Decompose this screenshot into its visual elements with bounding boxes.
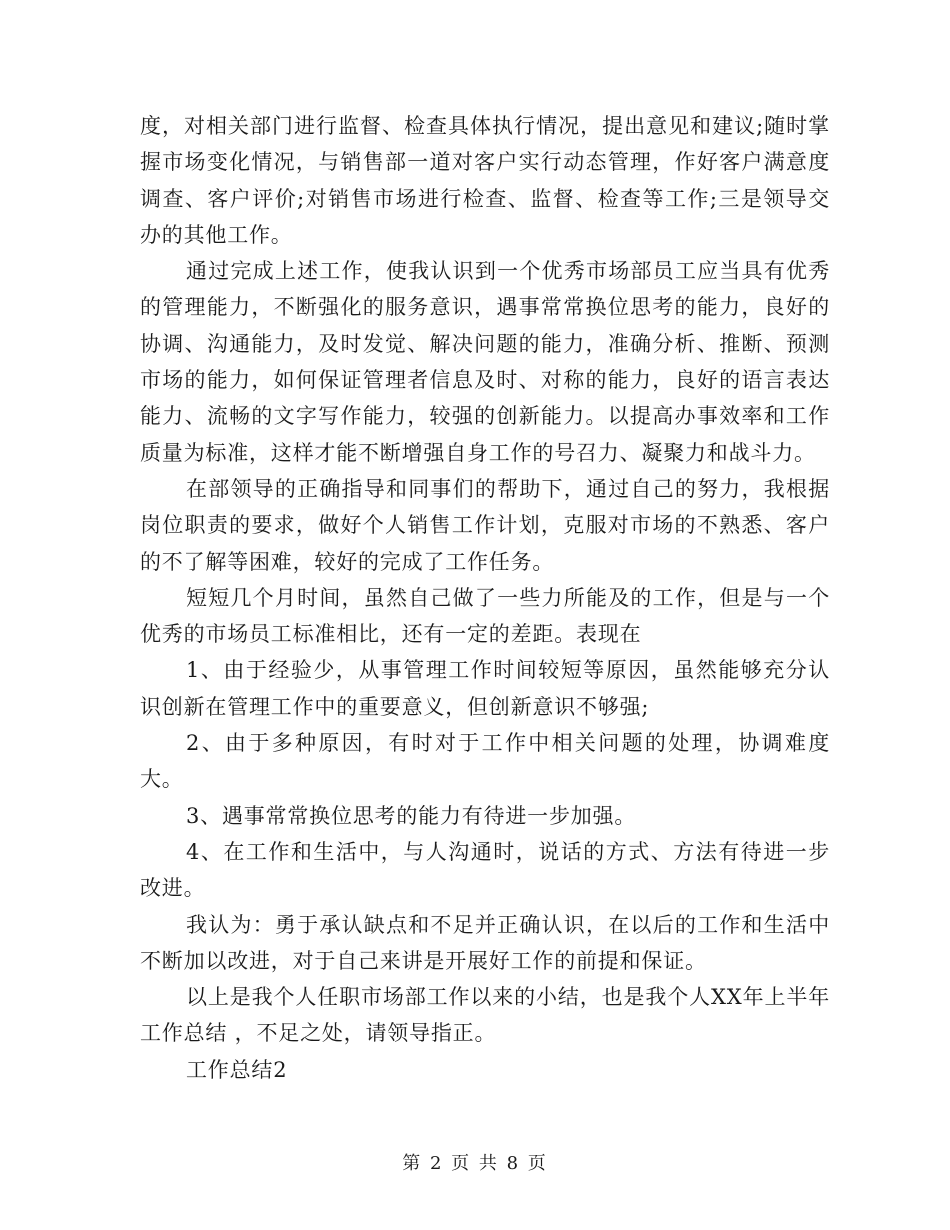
list-item-3: 3、遇事常常换位思考的能力有待进一步加强。 bbox=[186, 803, 637, 828]
document-body bbox=[140, 108, 830, 1088]
paragraph-abilities: 通过完成上述工作，使我认识到一个优秀市场部员工应当具有优秀的管理能力，不断强化的服务意识，遇事常常换位思考的能力，良好的协调、沟通能力，及时发觉、解决问题的能力，准确分析、推断、预测市场的能力，如何保证管理者信息及时、对称的能力，良好的语言表达能力、流畅的文字写作能力，较强的创新能力。以提高办事效率和工作质量为标准，这样才能不断增强自身工作的号召力、凝聚力和战斗力。 bbox=[140, 259, 830, 465]
paragraph-guidance: 在部领导的正确指导和同事们的帮助下，通过自己的努力，我根据岗位职责的要求，做好个人销售工作计划，克服对市场的不熟悉、客户的不了解等困难，较好的完成了工作任务。 bbox=[140, 476, 830, 574]
paragraph-shortcomings-intro: 短短几个月时间，虽然自己做了一些力所能及的工作，但是与一个优秀的市场员工标准相比，还有一定的差距。表现在 bbox=[140, 585, 830, 647]
list-item-4: 4、在工作和生活中，与人沟通时，说话的方式、方法有待进一步改进。 bbox=[140, 839, 830, 901]
paragraph-continuation: 度，对相关部门进行监督、检查具体执行情况，提出意见和建议;随时掌握市场变化情况，与销售部一道对客户实行动态管理，作好客户满意度调查、客户评价;对销售市场进行检查、监督、检查等工作;三是领导交办的其他工作。 bbox=[140, 114, 830, 247]
list-item-1: 1、由于经验少，从事管理工作时间较短等原因，虽然能够充分认识创新在管理工作中的重要意义，但创新意识不够强; bbox=[140, 658, 830, 719]
paragraph-opinion: 我认为：勇于承认缺点和不足并正确认识，在以后的工作和生活中不断加以改进，对于自己来讲是开展好工作的前提和保证。 bbox=[140, 912, 830, 973]
page-footer: 第 2 页 共 8 页 bbox=[402, 1153, 548, 1174]
section-heading: 工作总结2 bbox=[186, 1057, 288, 1082]
list-item-2: 2、由于多种原因，有时对于工作中相关问题的处理，协调难度大。 bbox=[140, 731, 830, 792]
paragraph-summary: 以上是我个人任职市场部工作以来的小结，也是我个人XX年上半年工作总结 ，不足之处，请领导指正。 bbox=[140, 985, 830, 1046]
